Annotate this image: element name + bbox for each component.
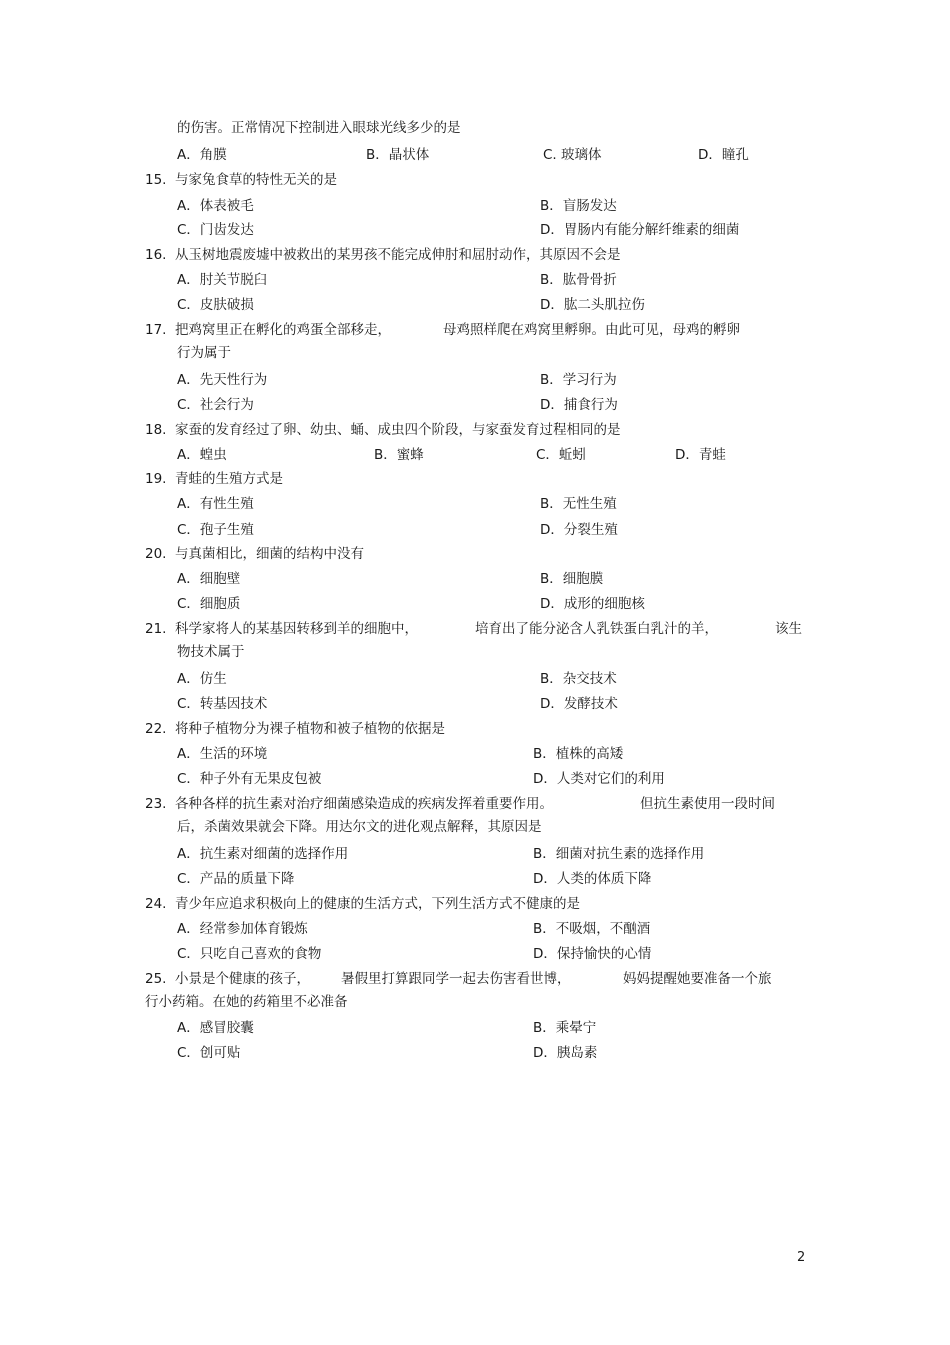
question-22 [145, 719, 445, 739]
option-c: C．种子外有无果皮包被 [177, 771, 322, 787]
option-d: D．发酵技术 [540, 696, 618, 712]
question-stem-cont: 行小药箱。在她的药箱里不必准备 [145, 994, 348, 1010]
option-c: C．孢子生殖 [177, 522, 254, 538]
question-16 [145, 245, 621, 265]
question-stem: 家蚕的发育经过了卵、幼虫、蛹、成虫四个阶段，与家蚕发育过程相同的是 [175, 422, 621, 438]
question-number: 15. [145, 172, 167, 188]
option-a: A．先天性行为 [177, 372, 268, 388]
question-stem-cont: 暑假里打算跟同学一起去伤害看世博， [341, 971, 571, 987]
option-b: B．蜜蜂 [374, 447, 424, 463]
question-number: 18. [145, 422, 167, 438]
question-number: 24. [145, 896, 167, 912]
option-a: A．感冒胶囊 [177, 1020, 254, 1036]
question-number: 17. [145, 322, 167, 338]
option-c: C．细胞质 [177, 596, 241, 612]
question-17 [145, 320, 391, 340]
option-c: C．创可贴 [177, 1045, 241, 1061]
option-d: D．肱二头肌拉伤 [540, 297, 645, 313]
option-b: B．学习行为 [540, 372, 617, 388]
question-stem: 把鸡窝里正在孵化的鸡蛋全部移走， [175, 322, 391, 338]
question-stem-cont: 妈妈提醒她要准备一个旅 [623, 971, 772, 987]
option-d: D．捕食行为 [540, 397, 618, 413]
question-stem: 小景是个健康的孩子， [175, 971, 310, 987]
option-a: A．经常参加体育锻炼 [177, 921, 308, 937]
option-d: D．保持愉快的心情 [533, 946, 652, 962]
option-d: D．分裂生殖 [540, 522, 618, 538]
option-a: A．有性生殖 [177, 496, 254, 512]
question-number: 23. [145, 796, 167, 812]
question-stem: 各种各样的抗生素对治疗细菌感染造成的疾病发挥着重要作用。 [175, 796, 553, 812]
option-d: D．人类的体质下降 [533, 871, 652, 887]
option-c: C．转基因技术 [177, 696, 268, 712]
question-19 [145, 469, 283, 489]
option-d: D．瞳孔 [698, 147, 749, 163]
question-stem-cont: 后，杀菌效果就会下降。用达尔文的进化观点解释，其原因是 [177, 819, 542, 835]
option-b: B．晶状体 [366, 147, 430, 163]
option-a: A．体表被毛 [177, 198, 254, 214]
option-b: B．不吸烟，不酗酒 [533, 921, 651, 937]
option-b: B．植株的高矮 [533, 746, 624, 762]
question-stem: 从玉树地震废墟中被救出的某男孩不能完成伸肘和屈肘动作，其原因不会是 [175, 247, 621, 263]
question-number: 16. [145, 247, 167, 263]
option-a: A．角膜 [177, 147, 227, 163]
question-24 [145, 894, 580, 914]
option-b: B．细胞膜 [540, 571, 604, 587]
question-number: 21. [145, 621, 167, 637]
option-c: C．产品的质量下降 [177, 871, 295, 887]
question-stem-cont: 物技术属于 [177, 644, 245, 660]
question-15 [145, 170, 337, 190]
option-d: D．胃肠内有能分解纤维素的细菌 [540, 222, 740, 238]
option-c: C．社会行为 [177, 397, 254, 413]
option-a: A．生活的环境 [177, 746, 268, 762]
option-b: B．细菌对抗生素的选择作用 [533, 846, 705, 862]
option-d: D．胰岛素 [533, 1045, 598, 1061]
question-stem-cont: 培育出了能分泌含人乳铁蛋白乳汁的羊， [475, 621, 718, 637]
question-25 [145, 969, 310, 989]
question-stem: 与真菌相比，细菌的结构中没有 [175, 546, 364, 562]
page-number: 2 [797, 1250, 806, 1265]
question-stem-cont: 但抗生素使用一段时间 [640, 796, 775, 812]
option-b: B．盲肠发达 [540, 198, 617, 214]
question-21 [145, 619, 418, 639]
option-a: A．抗生素对细菌的选择作用 [177, 846, 349, 862]
question-23 [145, 794, 553, 814]
question-number: 20. [145, 546, 167, 562]
question-20 [145, 544, 364, 564]
question-number: 22. [145, 721, 167, 737]
option-a: A．仿生 [177, 671, 227, 687]
option-b: B．肱骨骨折 [540, 272, 617, 288]
option-c: C．只吃自己喜欢的食物 [177, 946, 322, 962]
question-stem-cont: 该生 [775, 621, 802, 637]
question-stem: 科学家将人的某基因转移到羊的细胞中， [175, 621, 418, 637]
question-stem-cont: 母鸡照样爬在鸡窝里孵卵。由此可见，母鸡的孵卵 [443, 322, 740, 338]
question-stem: 青少年应追求积极向上的健康的生活方式，下列生活方式不健康的是 [175, 896, 580, 912]
question-number: 25. [145, 971, 167, 987]
option-c: C．门齿发达 [177, 222, 254, 238]
option-a: A．蝗虫 [177, 447, 227, 463]
option-a: A．细胞壁 [177, 571, 241, 587]
option-c: C．皮肤破损 [177, 297, 254, 313]
question-stem: 青蛙的生殖方式是 [175, 471, 283, 487]
option-b: B．杂交技术 [540, 671, 617, 687]
question-18 [145, 420, 621, 440]
option-c: C. 玻璃体 [543, 147, 602, 163]
question-stem: 与家兔食草的特性无关的是 [175, 172, 337, 188]
question-stem-cont: 行为属于 [177, 345, 231, 361]
option-d: D．青蛙 [675, 447, 726, 463]
option-c: C．蚯蚓 [536, 447, 586, 463]
stem-line: 的伤害。正常情况下控制进入眼球光线多少的是 [177, 120, 461, 136]
option-d: D．人类对它们的利用 [533, 771, 665, 787]
question-stem: 将种子植物分为裸子植物和被子植物的依据是 [175, 721, 445, 737]
option-b: B．无性生殖 [540, 496, 617, 512]
option-d: D．成形的细胞核 [540, 596, 645, 612]
option-b: B．乘晕宁 [533, 1020, 597, 1036]
option-a: A．肘关节脱臼 [177, 272, 268, 288]
question-number: 19. [145, 471, 167, 487]
